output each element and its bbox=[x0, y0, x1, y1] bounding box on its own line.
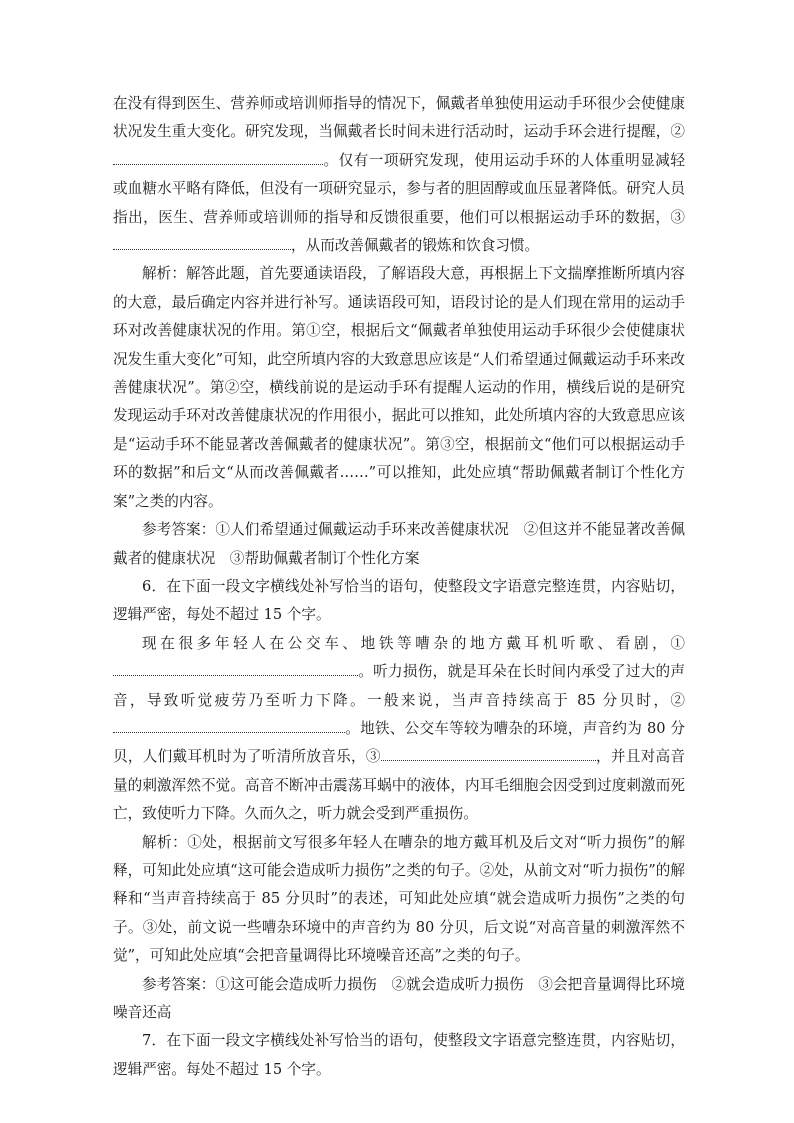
answer-blank-3 bbox=[113, 235, 291, 250]
passage-5-text-c: ，从而改善佩戴者的锻炼和饮食习惯。 bbox=[291, 237, 540, 255]
answer-5: 参考答案：①人们希望通过佩戴运动手环来改善健康状况 ②但这并不能显著改善佩戴者的健康状况 ③帮助佩戴者制订个性化方案 bbox=[113, 521, 685, 567]
passage-6 bbox=[113, 630, 685, 829]
answer-blank-2 bbox=[113, 150, 323, 165]
answer-blank-1 bbox=[113, 661, 358, 676]
passage-6-text-a: 。听力损伤，就是耳朵在长时间内承受了过大的声音，导致听觉疲劳乃至听力下降。一般来说，当声音持续高于 85 分贝时， bbox=[113, 663, 685, 709]
answer-blank-3 bbox=[381, 746, 596, 761]
question-7: 7．在下面一段文字横线处补写恰当的语句，使整段文字语意完整连贯，内容贴切，逻辑严密。每处不超过 15 个字。 bbox=[113, 1032, 685, 1078]
passage-5-text-a: 在没有得到医生、营养师或培训师指导的情况下，佩戴者单独使用运动手环很少会使健康状况发生重大变化。研究发现，当佩戴者长时间未进行活动时，运动手环会进行提醒， bbox=[113, 95, 685, 141]
blank-marker-3: ③ bbox=[365, 748, 381, 766]
analysis-6: 解析：①处，根据前文写很多年轻人在嘈杂的地方戴耳机及后文对“听力损伤”的解释，可知此处应填“这可能会造成听力损伤”之类的句子。②处，从前文对“听力损伤”的解释和“当声音持续高于 85 分贝时”的表述，可知此处应填“就会造成听力损伤”之类的句子。③处，前文说一些嘈杂环境中的声音约为 80 分贝，后文说“对高音量的刺激浑然不觉”，可知此处应填“会把音量调得比环境噪音还高”之类的句子。 bbox=[113, 833, 685, 965]
passage-6-intro: 现在很多年轻人在公交车、地铁等嘈杂的地方戴耳机听歌、看剧， bbox=[142, 634, 671, 652]
question-6: 6．在下面一段文字横线处补写恰当的语句，使整段文字语意完整连贯，内容贴切，逻辑严密，每处不超过 15 个字。 bbox=[113, 577, 685, 624]
passage-5-text-b: 。仅有一项研究发现，使用运动手环的人体重明显减轻或血糖水平略有降低，但没有一项研究显示，参与者的胆固醇或血压显著降低。研究人员指出，医生、营养师或培训师的指导和反馈很重要，他们可以根据运动手环的数据， bbox=[113, 151, 685, 226]
passage-5 bbox=[113, 90, 685, 260]
passage-6-text-b: 。地铁、公交车等较为嘈杂的环境，声音约为 80 分贝，人们戴耳机时为了听清所放音乐， bbox=[113, 719, 685, 766]
answer-blank-2 bbox=[113, 718, 345, 733]
document-page bbox=[113, 90, 685, 1084]
blank-marker-1: ① bbox=[670, 634, 685, 652]
blank-marker-2: ② bbox=[670, 123, 685, 141]
answer-6: 参考答案：①这可能会造成听力损伤 ②就会造成听力损伤 ③会把音量调得比环境噪音还高 bbox=[113, 975, 685, 1021]
analysis-5: 解析：解答此题，首先要通读语段，了解语段大意，再根据上下文揣摩推断所填内容的大意，最后确定内容并进行补写。通读语段可知，语段讨论的是人们现在常用的运动手环对改善健康状况的作用。第①空，根据后文“佩戴者单独使用运动手环很少会使健康状况发生重大变化”可知，此空所填内容的大致意思应该是“人们希望通过佩戴运动手环来改善健康状况”。第②空，横线前说的是运动手环有提醒人运动的作用，横线后说的是研究发现运动手环对改善健康状况的作用很小，据此可以推知，此处所填内容的大致意思应该是“运动手环不能显著改善佩戴者的健康状况”。第③空，根据前文“他们可以根据运动手环的数据”和后文“从而改善佩戴者……”可以推知，此处应填“帮助佩戴者制订个性化方案”之类的内容。 bbox=[113, 265, 685, 510]
blank-marker-2: ② bbox=[670, 691, 685, 709]
blank-marker-3: ③ bbox=[670, 208, 685, 226]
passage-6-text-c: ，并且对高音量的刺激浑然不觉。高音不断冲击震荡耳蜗中的液体，内耳毛细胞会因受到过度刺激而死亡，致使听力下降。久而久之，听力就会受到严重损伤。 bbox=[113, 748, 685, 823]
